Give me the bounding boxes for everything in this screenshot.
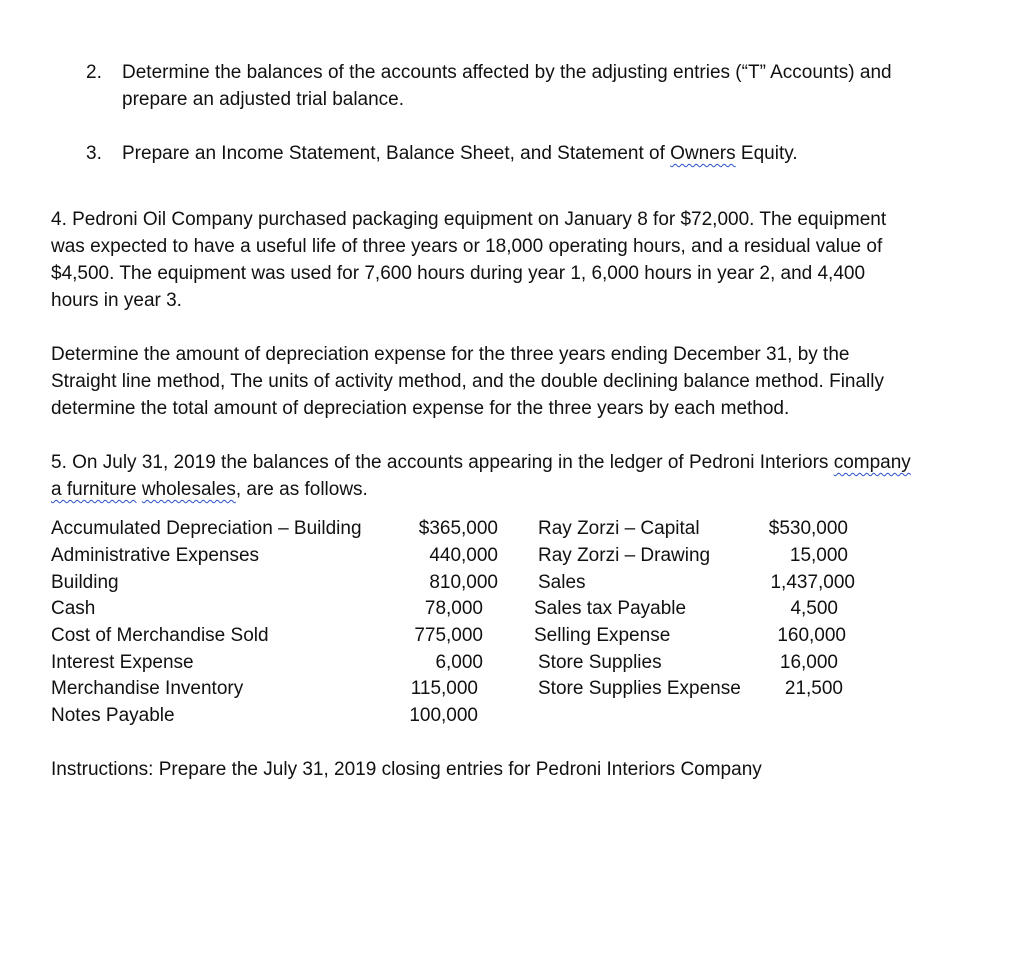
ledger-left-account-6: Merchandise Inventory	[51, 678, 244, 699]
ledger-right-account-0: Ray Zorzi – Capital	[538, 518, 700, 539]
ledger-right-account-3: Sales tax Payable	[534, 598, 687, 619]
item-4-line-1: 4. Pedroni Oil Company purchased packaging equipment on January 8 for $72,000. The equipment	[51, 209, 887, 230]
item-3	[86, 141, 102, 168]
ledger-left-amount-6: 115,000	[410, 678, 478, 699]
ledger-left-account-4: Cost of Merchandise Sold	[51, 625, 269, 646]
item-4-line-2: was expected to have a useful life of three years or 18,000 operating hours, and a residual value of	[51, 236, 883, 257]
item-3-spellcheck-word: Owners	[670, 143, 736, 164]
ledger-right-account-5: Store Supplies	[538, 652, 662, 673]
ledger-left-account-7: Notes Payable	[51, 705, 175, 726]
ledger-left-amount-7: 100,000	[409, 705, 478, 726]
ledger-right-amount-1: 15,000	[789, 545, 848, 566]
ledger-right-amount-5: 16,000	[779, 652, 838, 673]
ledger-left-account-1: Administrative Expenses	[51, 545, 260, 566]
ledger-right-amount-2: 1,437,000	[770, 572, 855, 593]
item-2-number: 2.	[86, 62, 102, 83]
ledger-left-amount-4: 775,000	[414, 625, 483, 646]
ledger-right-amount-6: 21,500	[784, 678, 843, 699]
ledger-left-account-5: Interest Expense	[51, 652, 194, 673]
item-5-line-2	[51, 477, 368, 504]
ledger-right-account-1: Ray Zorzi – Drawing	[538, 545, 711, 566]
ledger-left-amount-3: 78,000	[424, 598, 483, 619]
ledger-left-account-2: Building	[51, 572, 119, 593]
item-5-instructions: Instructions: Prepare the July 31, 2019 closing entries for Pedroni Interiors Company	[51, 759, 762, 780]
item-5-line-1	[51, 450, 911, 477]
ledger-left-amount-5: 6,000	[435, 652, 483, 673]
ledger-right-account-2: Sales	[538, 572, 586, 593]
ledger-left-amount-2: 810,000	[429, 572, 498, 593]
item-5-line-1-text: 5. On July 31, 2019 the balances of the accounts appearing in the ledger of Pedroni Interiors	[51, 452, 834, 473]
ledger-right-account-6: Store Supplies Expense	[538, 678, 741, 699]
item-2-line-2: prepare an adjusted trial balance.	[122, 89, 405, 110]
ledger-right-account-4: Selling Expense	[534, 625, 671, 646]
item-5-spellcheck-wholesales: wholesales	[141, 479, 236, 500]
item-3-text-before: Prepare an Income Statement, Balance Sheet, and Statement of	[122, 143, 671, 164]
item-3-number: 3.	[86, 143, 102, 164]
ledger-right-amount-0: $530,000	[768, 518, 848, 539]
item-5-spellcheck-a-furniture: a furniture	[51, 479, 137, 500]
item-3-text	[122, 141, 798, 168]
item-3-text-after: Equity.	[735, 143, 798, 164]
ledger-left-account-3: Cash	[51, 598, 96, 619]
ledger-left-amount-0: $365,000	[418, 518, 498, 539]
ledger-left-amount-1: 440,000	[429, 545, 498, 566]
ledger-right-amount-4: 160,000	[777, 625, 846, 646]
item-4-line-4: hours in year 3.	[51, 290, 182, 311]
item-5-spellcheck-company: company	[833, 452, 911, 473]
item-5-line-2-text: , are as follows.	[235, 479, 368, 500]
item-4-question-line-1: Determine the amount of depreciation expense for the three years ending December 31, by the	[51, 344, 850, 365]
item-4-question-line-2: Straight line method, The units of activity method, and the double declining balance method. Finally	[51, 371, 884, 392]
item-4-question-line-3: determine the total amount of depreciation expense for the three years by each method.	[51, 398, 790, 419]
item-4-line-3: $4,500. The equipment was used for 7,600 hours during year 1, 6,000 hours in year 2, and 4,400	[51, 263, 866, 284]
ledger-left-account-0: Accumulated Depreciation – Building	[51, 518, 362, 539]
ledger-right-amount-3: 4,500	[790, 598, 838, 619]
item-2-line-1: Determine the balances of the accounts affected by the adjusting entries (“T” Accounts) and	[122, 62, 892, 83]
